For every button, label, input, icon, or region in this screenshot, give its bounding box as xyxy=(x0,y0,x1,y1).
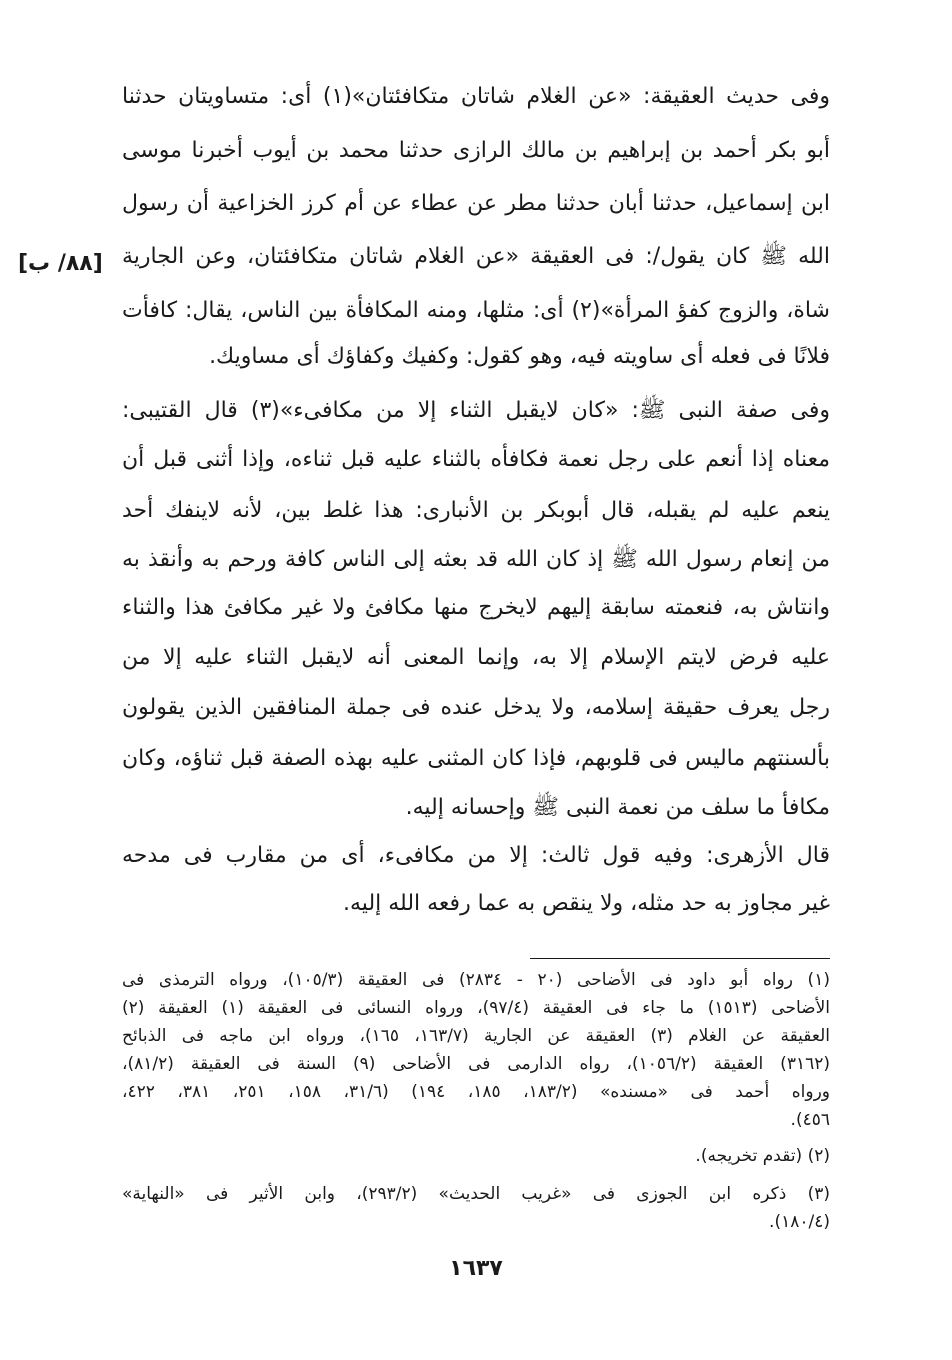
folio-reference: [٨٨/ ب] xyxy=(18,251,103,276)
footnote-line: (٣١٦٢) العقيقة (١٠٥٦/٢)، رواه الدارمى فى الأضاحى (٩) السنة فى العقيقة (٨١/٢)، xyxy=(122,1054,830,1074)
body-line: من إنعام رسول الله ﷺ إذ كان الله قد بعثه إلى الناس كافة ورحم به وأنقذ به xyxy=(122,547,830,572)
page-number: ١٦٣٧ xyxy=(449,1256,503,1281)
footnote-line: (٢) (تقدم تخريجه). xyxy=(695,1146,830,1166)
body-line: أبو بكر أحمد بن إبراهيم بن مالك الرازى حدثنا محمد بن أيوب أخبرنا موسى xyxy=(122,138,830,163)
body-line: رجل يعرف حقيقة إسلامه، ولا يدخل عنده فى جملة المنافقين الذين يقولون xyxy=(122,695,830,720)
body-line: بألسنتهم ماليس فى قلوبهم، فإذا كان المثنى عليه بهذه الصفة قبل ثناؤه، وكان xyxy=(122,746,830,771)
footnote-divider xyxy=(530,958,830,959)
body-line: عليه فرض لايتم الإسلام إلا به، وإنما المعنى أنه لايقبل الثناء عليه إلا من xyxy=(122,645,830,670)
body-line: غير مجاوز به حد مثله، ولا ينقص به عما رفعه الله إليه. xyxy=(343,891,830,916)
body-line: معناه إذا أنعم على رجل نعمة فكافأه بالثناء عليه قبل ثناءه، وإذا أثنى قبل أن xyxy=(122,447,830,472)
body-line: الله ﷺ كان يقول/: فى العقيقة «عن الغلام شاتان متكافئتان، وعن الجارية xyxy=(122,244,830,269)
footnote-line: (١٨٠/٤). xyxy=(769,1212,830,1232)
footnote-line: (٣) ذكره ابن الجوزى فى «غريب الحديث» (٢٩٣/٢)، وابن الأثير فى «النهاية» xyxy=(122,1184,830,1204)
footnote-line: (١) رواه أبو داود فى الأضاحى (٢٠ - ٢٨٣٤) فى العقيقة (١٠٥/٣)، ورواه الترمذى فى xyxy=(122,970,830,990)
body-line: قال الأزهرى: وفيه قول ثالث: إلا من مكافىء، أى من مقارب فى مدحه xyxy=(122,843,830,868)
body-line: وانتاش به، فنعمته سابقة إليهم لايخرج منها مكافئ ولا غير مكافئ هذا والثناء xyxy=(122,595,830,620)
footnote-line: الأضاحى (١٥١٣) ما جاء فى العقيقة (٩٧/٤)، ورواه النسائى فى العقيقة (١) العقيقة (٢) xyxy=(122,998,830,1018)
footnote-line: ورواه أحمد فى «مسنده» (١٨٣/٢، ١٨٥، ١٩٤) (٣١/٦، ١٥٨، ٢٥١، ٣٨١، ٤٢٢، xyxy=(122,1082,830,1102)
body-line: وفى صفة النبى ﷺ: «كان لايقبل الثناء إلا من مكافىء»(٣) قال القتيبى: xyxy=(122,398,830,423)
footnote-line: العقيقة عن الغلام (٣) العقيقة عن الجارية (١٦٣/٧، ١٦٥)، ورواه ابن ماجه فى الذبائح xyxy=(122,1026,830,1046)
body-line: فلانًا فى فعله أى ساويته فيه، وهو كقول: وكفيك وكفاؤك أى مساويك. xyxy=(209,344,830,369)
body-line: ينعم عليه لم يقبله، قال أبوبكر بن الأنبارى: هذا غلط بين، لأنه لاينفك أحد xyxy=(122,498,830,523)
body-line: وفى حديث العقيقة: «عن الغلام شاتان متكافئتان»(١) أى: متساويتان حدثنا xyxy=(122,84,830,109)
body-line: شاة، والزوج كفؤ المرأة»(٢) أى: مثلها، ومنه المكافأة بين الناس، يقال: كافأت xyxy=(122,298,830,323)
body-line: ابن إسماعيل، حدثنا أبان حدثنا مطر عن عطاء عن أم كرز الخزاعية أن رسول xyxy=(122,191,830,216)
footnote-line: ٤٥٦). xyxy=(790,1110,830,1130)
body-line: مكافأ ما سلف من نعمة النبى ﷺ وإحسانه إليه. xyxy=(405,795,830,820)
